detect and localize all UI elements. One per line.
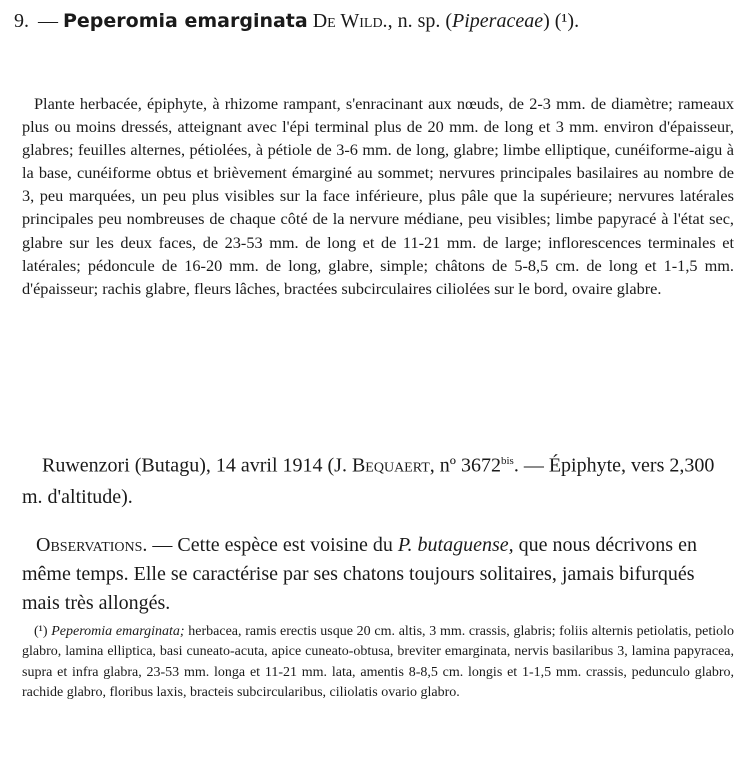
locality-block <box>22 446 734 513</box>
bis-superscript: bis <box>500 455 514 467</box>
heading-dash: — <box>38 10 58 32</box>
locality-before: Ruwenzori (Butagu), 14 avril 1914 (J. <box>42 454 352 477</box>
observations-after: que nous décrivons en même temps. Elle se caractérise par ses chatons toujours solitaires, jamais bifurqués mais très allongés. <box>22 534 697 614</box>
locality-text <box>22 446 734 513</box>
observations-text <box>22 531 734 618</box>
species-name: Peperomia emarginata <box>63 10 308 32</box>
observations-before: — Cette espèce est voisine du <box>147 534 398 556</box>
family-name: Piperaceae <box>452 10 544 32</box>
footnote-ref: ¹ <box>561 10 568 32</box>
species-author: De Wild. <box>312 10 388 32</box>
description-text: Plante herbacée, épiphyte, à rhizome rampant, s'enracinant aux nœuds, de 2-3 mm. de diamètre; rameaux plus ou moins dressés, atteignant avec l'épi terminal plus de 20 mm. de long et 3 mm. environ d'épaisseur, glabres; feuilles alternes, pétiolées, à pétiole de 3-6 mm. de long, glabre; limbe elliptique, cunéiforme-aigu à la base, cunéiforme obtus et brièvement émarginé au sommet; nervures principales basilaires au nombre de 3, peu marquées, un peu plus visibles sur la face inférieure, plus pâle que la supérieure; nervures latérales principales peu nombreuses de chaque côté de la nervure médiane, peu visibles; limbe papyracé à l'état sec, glabre sur les deux faces, de 23-53 mm. de long et de 11-21 mm. de large; inflorescences terminales et latérales; pédoncule de 16-20 mm. de long, glabre, simple; châtons de 5-8,5 cm. de long et 1-1,5 mm. d'épaisseur; rachis glabre, fleurs lâches, bractées subcirculaires ciliolées sur le bord, ovaire glabre. <box>22 94 734 298</box>
footnote-marker: (¹) <box>34 624 48 639</box>
observations-block <box>22 531 734 618</box>
locality-after: . — Épiphyte, vers 2,300 m. d'altitude). <box>22 454 715 508</box>
heading-end: ). <box>567 10 580 32</box>
species-heading <box>14 6 734 36</box>
heading-paren: ) ( <box>543 10 562 32</box>
footnote-text <box>22 622 734 704</box>
footnote-species: Peperomia emarginata; <box>51 624 185 639</box>
observations-label: Observations. <box>36 534 148 556</box>
footnote-block <box>22 622 734 704</box>
footnote-latin: herbacea, ramis erectis usque 20 cm. altis, 3 mm. crassis, glabris; foliis alternis petiolatis, petiolo glabro, lamina elliptica, basi cuneato-acuta, apice cuneato-obtusa, breviter emarginata, nervis basilaribus 3, lamina papyracea, supra et infra glabra, 23-53 mm. longa et 11-21 mm. lata, amentis 8-8,5 cm. longis et 1-1,5 mm. crassis, pedunculo glabro, rachide glabro, floribus laxis, bracteis subcircularibus, ciliolatis ovario glabro. <box>22 624 735 701</box>
related-species: P. butaguense, <box>397 534 514 556</box>
collection-number: , nº 3672 <box>429 454 501 477</box>
description-block <box>22 92 734 300</box>
entry-number: 9. <box>14 10 29 32</box>
collector-name: Bequaert <box>351 454 430 477</box>
new-species-marker: , n. sp. ( <box>387 10 453 32</box>
